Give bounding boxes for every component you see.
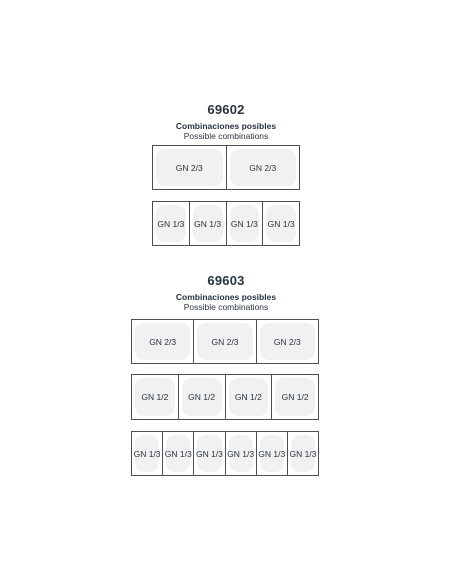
subtitle-en: Possible combinations: [183, 302, 269, 312]
pan-gn-1-3: [162, 432, 193, 475]
pan-label: GN 1/3: [258, 448, 286, 459]
pan-gn-1-3: [256, 432, 287, 475]
pan-label: GN 1/3: [195, 448, 223, 459]
pan-gn-1-3: [287, 432, 318, 475]
tray-combination-gn-1-2: [131, 374, 319, 420]
pan-gn-2-3: [153, 146, 226, 189]
subtitle-es: Combinaciones posibles: [175, 292, 277, 302]
pan-label: GN 1/3: [230, 218, 258, 229]
pan-label: GN 2/3: [273, 336, 301, 347]
model-title: 69603: [207, 273, 245, 288]
pan-label: GN 1/2: [234, 392, 262, 402]
pan-gn-1-3: [153, 202, 189, 245]
pan-label: GN 1/3: [133, 448, 161, 459]
tray-combination-gn-1-3: [152, 201, 300, 246]
pan-label: GN 2/3: [211, 336, 239, 347]
pan-gn-1-3: [226, 202, 263, 245]
pan-gn-2-3: [132, 320, 193, 363]
pan-gn-2-3: [226, 146, 300, 189]
pan-label: GN 1/3: [289, 448, 317, 459]
pan-gn-1-2: [225, 375, 272, 419]
tray-combination-gn-1-3: [131, 431, 319, 476]
pan-label: GN 1/2: [141, 392, 169, 402]
pan-label: GN 1/3: [267, 218, 295, 229]
pan-gn-1-3: [132, 432, 162, 475]
subtitle-es: Combinaciones posibles: [175, 121, 277, 131]
pan-gn-1-3: [189, 202, 226, 245]
pan-label: GN 1/3: [227, 448, 255, 459]
pan-label: GN 1/3: [194, 218, 222, 229]
pan-label: GN 1/3: [164, 448, 192, 459]
pan-label: GN 1/2: [281, 392, 309, 402]
pan-label: GN 1/3: [157, 218, 185, 229]
pan-gn-2-3: [256, 320, 318, 363]
pan-gn-1-3: [225, 432, 256, 475]
subtitle-en: Possible combinations: [183, 131, 269, 141]
pan-gn-1-3: [193, 432, 224, 475]
pan-gn-2-3: [193, 320, 255, 363]
pan-gn-1-3: [262, 202, 299, 245]
pan-label: GN 2/3: [249, 162, 277, 173]
pan-gn-1-2: [132, 375, 178, 419]
tray-combination-gn-2-3: [152, 145, 300, 190]
model-title: 69602: [207, 102, 245, 117]
pan-label: GN 2/3: [149, 336, 177, 347]
pan-label: GN 1/2: [188, 392, 216, 402]
pan-gn-1-2: [271, 375, 318, 419]
tray-combination-gn-2-3: [131, 319, 319, 364]
pan-label: GN 2/3: [175, 162, 203, 173]
pan-gn-1-2: [178, 375, 225, 419]
